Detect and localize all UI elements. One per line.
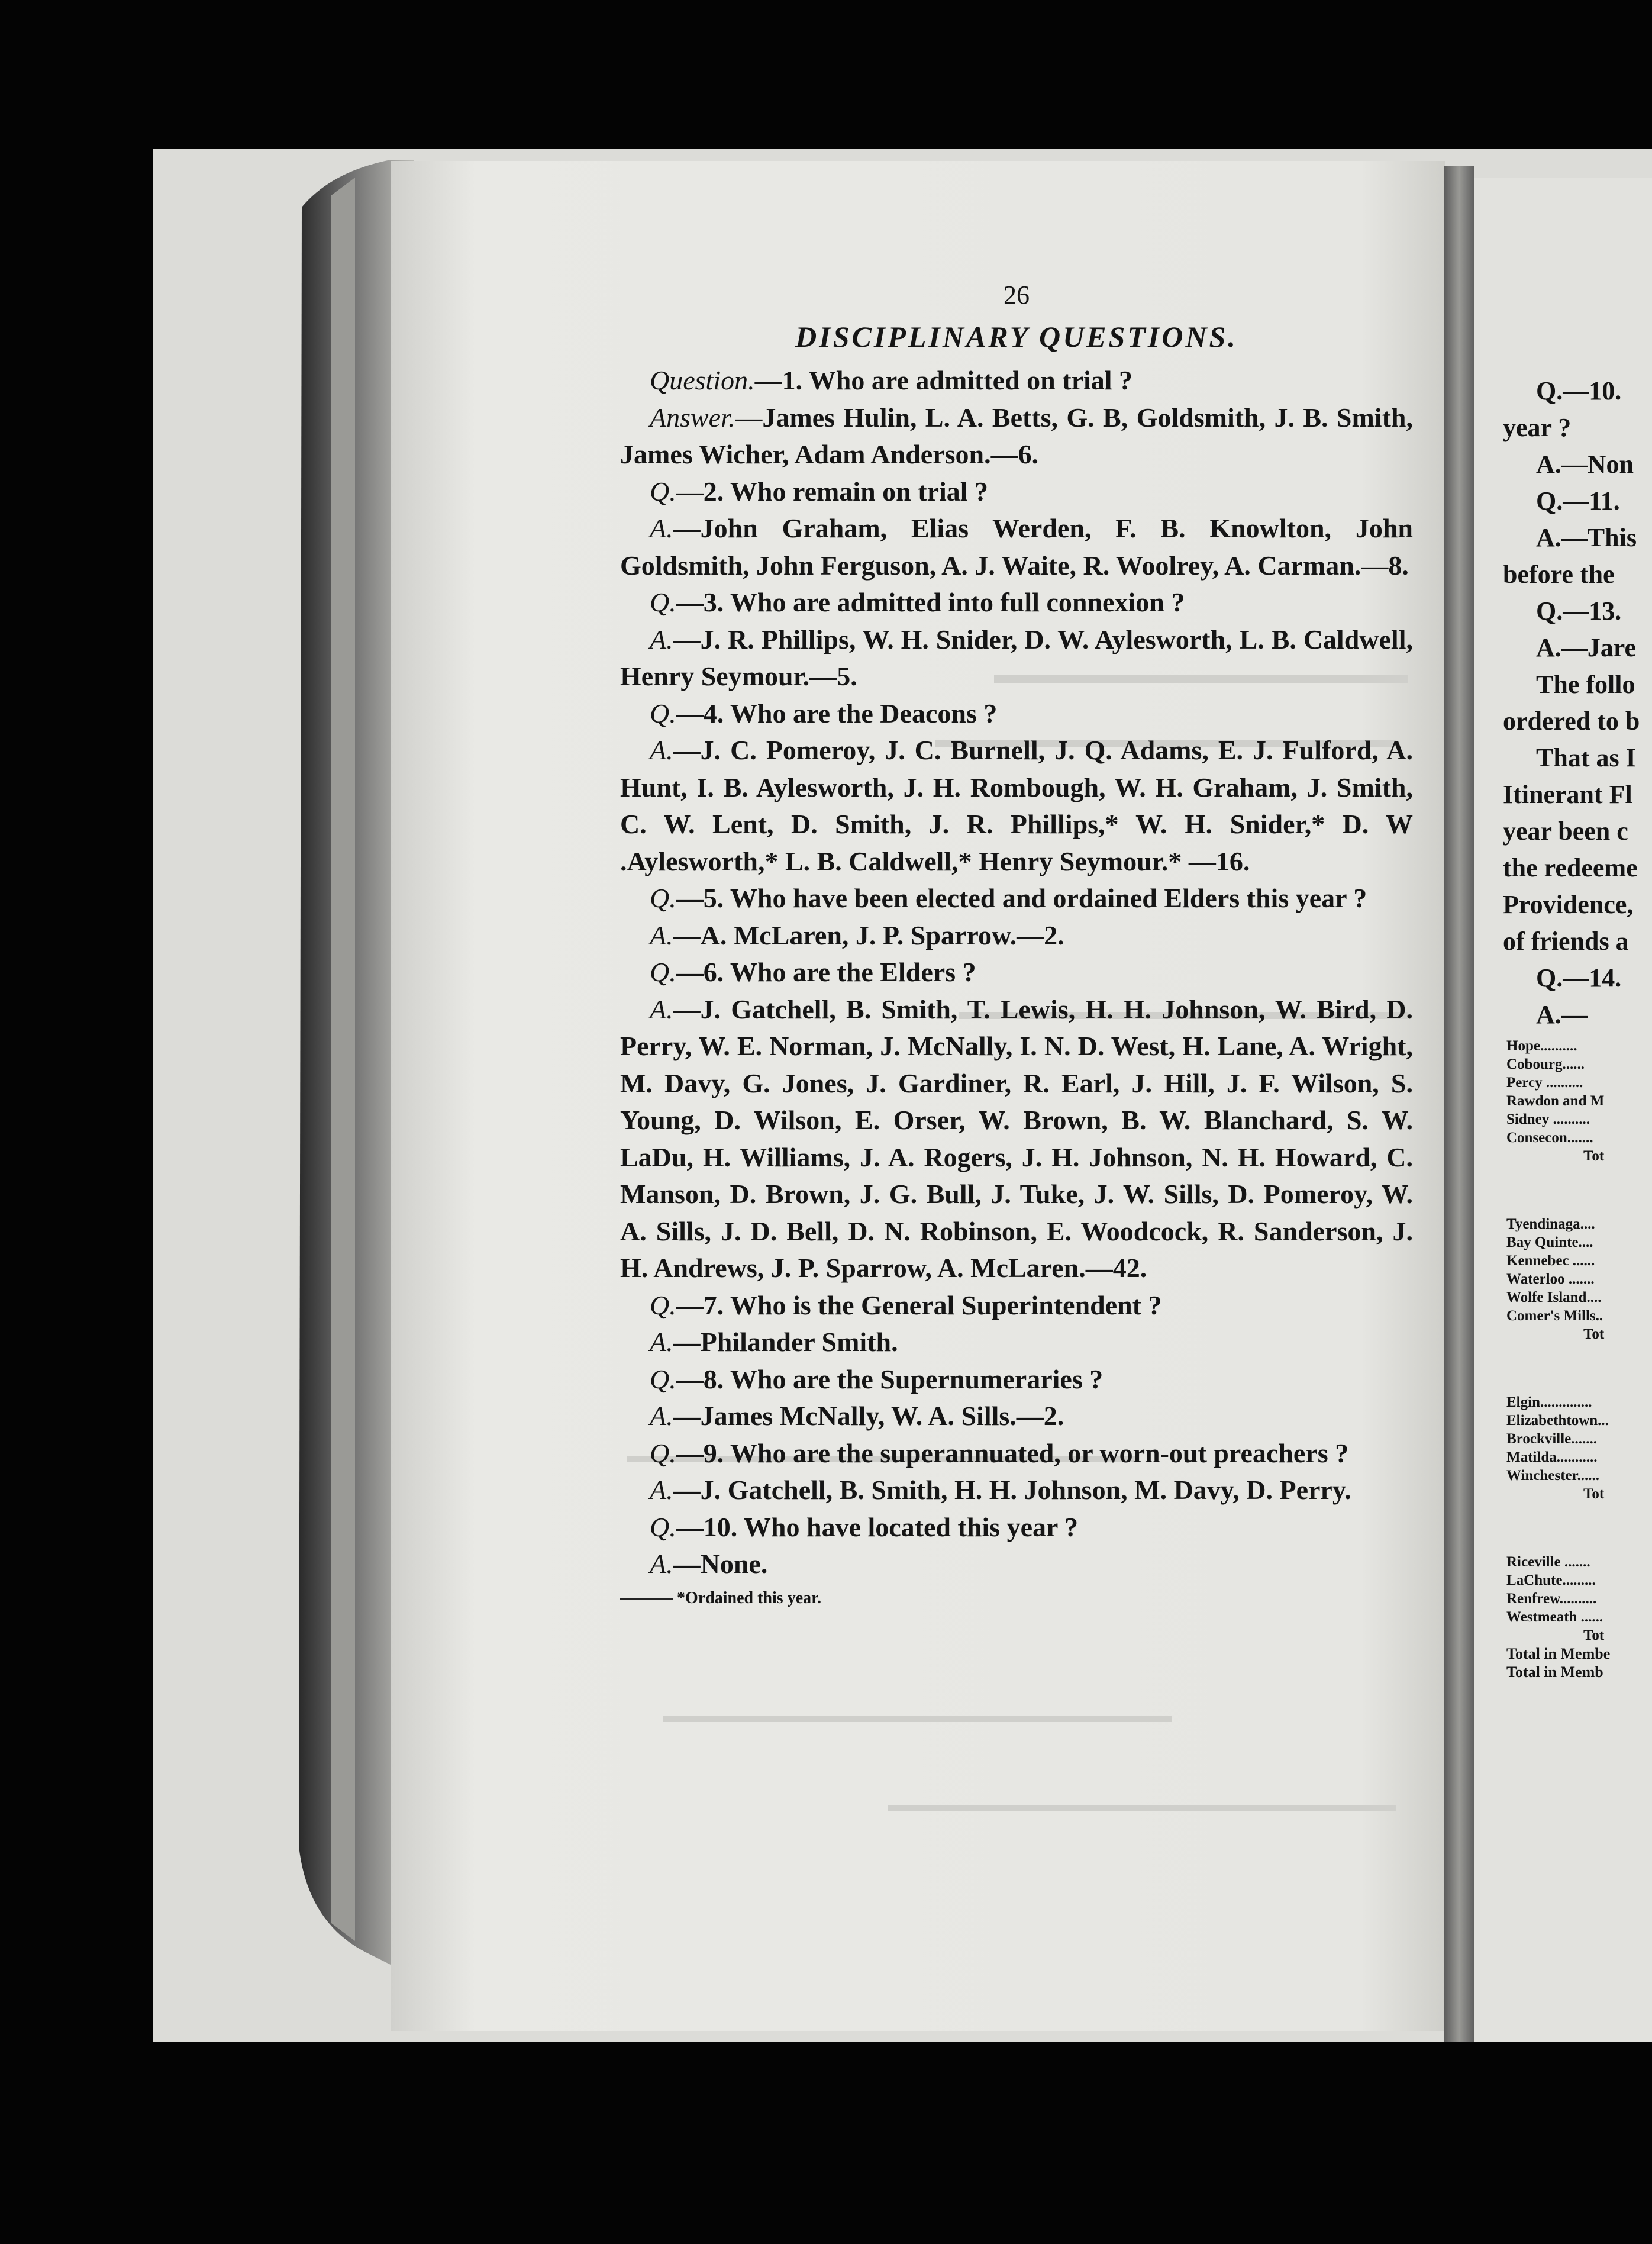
table-row: Comer's Mills..	[1506, 1308, 1603, 1324]
lead: Q.	[650, 476, 676, 507]
question-10	[620, 1509, 1413, 1546]
right-line: Providence,	[1503, 890, 1634, 919]
question-5	[620, 880, 1413, 917]
lead: A.	[650, 1327, 673, 1357]
table-row: Elgin..............	[1506, 1394, 1592, 1410]
right-line: Q.—11.	[1536, 486, 1620, 515]
gutter	[1444, 166, 1474, 2042]
lead: A.	[650, 735, 673, 765]
table-row: Wolfe Island....	[1506, 1289, 1602, 1305]
text: —2. Who remain on trial ?	[676, 476, 989, 507]
lead: Q.	[650, 1363, 676, 1394]
table-gap	[1506, 1343, 1652, 1393]
question-9	[620, 1435, 1413, 1472]
table-row: Westmeath ......	[1506, 1609, 1603, 1625]
footnote-rule	[620, 1598, 673, 1600]
lead: Answer.	[650, 402, 735, 433]
text: —J. C. Pomeroy, J. C. Burnell, J. Q. Adams, E. J. Fulford, A. Hunt, I. B. Aylesworth, J. H. Rombough, W. H. Graham, J. Smith, C. W. Lent, D. Smith, J. R. Phillips,* W. H. Snider,* D. W .Aylesworth,* L. B. Caldwell,* Henry Seymour.* —16.	[620, 735, 1413, 876]
text: —1. Who are admitted on trial ?	[754, 365, 1133, 395]
text: —5. Who have been elected and ordained Elders this year ?	[676, 883, 1367, 913]
lead: Q.	[650, 1289, 676, 1320]
table-row-total: Tot	[1583, 1148, 1605, 1164]
right-line: year been c	[1503, 817, 1628, 846]
answer-8	[620, 1398, 1413, 1435]
table-row: Riceville .......	[1506, 1554, 1590, 1570]
table-gap	[1506, 1165, 1652, 1215]
lead: Q.	[650, 883, 676, 913]
right-line: year ?	[1503, 413, 1572, 442]
table-row: LaChute.........	[1506, 1572, 1596, 1588]
right-line: ordered to b	[1503, 707, 1640, 736]
lead: Q.	[650, 1511, 676, 1542]
answer-4	[620, 732, 1413, 880]
footnote-text: *Ordained this year.	[677, 1588, 821, 1607]
table-row: Sidney ..........	[1506, 1111, 1590, 1127]
table-row: Bay Quinte....	[1506, 1234, 1593, 1250]
right-line: before the	[1503, 560, 1615, 589]
table-row: Rawdon and M	[1506, 1093, 1605, 1109]
table-row: Waterloo .......	[1506, 1271, 1595, 1287]
right-line: the redeeme	[1503, 853, 1638, 882]
text: —J. Gatchell, B. Smith, T. Lewis, H. H. Johnson, W. Bird, D. Perry, W. E. Norman, J. McNally, I. N. D. West, H. Lane, A. Wright, M. Davy, G. Jones, J. Gardiner, R. Earl, J. Hill, J. F. Wilson, S. Young, D. Wilson, E. Orser, W. Brown, B. W. Blanchard, S. W. LaDu, H. Williams, J. A. Rogers, J. H. Johnson, N. H. Howard, C. Manson, D. Brown, J. G. Bull, J. Tuke, J. W. Sills, D. Pomeroy, W. A. Sills, J. D. Bell, D. N. Robinson, E. Woodcock, R. Sanderson, J. H. Andrews, J. P. Sparrow, A. McLaren.—42.	[620, 994, 1413, 1283]
table-row: Matilda...........	[1506, 1449, 1598, 1465]
question-7	[620, 1287, 1413, 1324]
answer-5	[620, 917, 1413, 955]
right-line: Itinerant Fl	[1503, 780, 1632, 809]
lead: Q.	[650, 698, 676, 728]
lead: Q.	[650, 957, 676, 987]
right-line: A.—Jare	[1536, 633, 1637, 662]
text: —None.	[673, 1549, 768, 1579]
answer-1	[620, 399, 1413, 473]
lead: A.	[650, 920, 673, 950]
answer-7	[620, 1324, 1413, 1361]
text: —Philander Smith.	[673, 1327, 898, 1357]
text: —9. Who are the superannuated, or worn-out preachers ?	[676, 1437, 1349, 1468]
text: —A. McLaren, J. P. Sparrow.—2.	[673, 920, 1064, 950]
page-title: DISCIPLINARY QUESTIONS.	[795, 320, 1238, 353]
question-8	[620, 1361, 1413, 1398]
lead: A.	[650, 624, 673, 654]
question-1	[620, 362, 1413, 399]
table-row-grand-total: Total in Memb	[1506, 1663, 1603, 1681]
lead: A.	[650, 513, 673, 543]
lead: Question.	[650, 365, 755, 395]
right-line: A.—Non	[1536, 450, 1634, 479]
answer-2	[620, 510, 1413, 584]
table-row: Hope..........	[1506, 1038, 1577, 1054]
right-line: The follo	[1536, 670, 1635, 699]
table-row-total: Tot	[1583, 1486, 1605, 1502]
right-line: Q.—13.	[1536, 597, 1622, 626]
text: —4. Who are the Deacons ?	[676, 698, 998, 728]
text: —John Graham, Elias Werden, F. B. Knowlton, John Goldsmith, John Ferguson, A. J. Waite, R. Woolrey, A. Carman.—8.	[620, 513, 1413, 581]
text: —8. Who are the Supernumeraries ?	[676, 1363, 1104, 1394]
question-6	[620, 954, 1413, 991]
lead: A.	[650, 1475, 673, 1505]
circuit-table	[1506, 1037, 1652, 1853]
text: —James Hulin, L. A. Betts, G. B, Goldsmith, J. B. Smith, James Wicher, Adam Anderson.—6.	[620, 402, 1413, 469]
lead: Q.	[650, 1437, 676, 1468]
table-row-total: Tot	[1583, 1627, 1605, 1643]
answer-9	[620, 1472, 1413, 1509]
lead: Q.	[650, 587, 676, 617]
page-number: 26	[1004, 280, 1030, 309]
text: —6. Who are the Elders ?	[676, 957, 976, 987]
question-2	[620, 473, 1413, 511]
question-3	[620, 584, 1413, 621]
text: —J. R. Phillips, W. H. Snider, D. W. Aylesworth, L. B. Caldwell, Henry Seymour.—5.	[620, 624, 1413, 691]
question-4	[620, 695, 1413, 733]
table-row: Percy ..........	[1506, 1075, 1583, 1091]
text: —10. Who have located this year ?	[676, 1511, 1079, 1542]
text: —7. Who is the General Superintendent ?	[676, 1289, 1162, 1320]
text: —J. Gatchell, B. Smith, H. H. Johnson, M. Davy, D. Perry.	[673, 1475, 1351, 1505]
table-row-total: Tot	[1583, 1326, 1605, 1342]
right-line: A.—This	[1536, 523, 1637, 552]
right-line: That as I	[1536, 743, 1636, 772]
right-line: of friends a	[1503, 927, 1629, 956]
lead: A.	[650, 994, 673, 1024]
table-row: Renfrew..........	[1506, 1591, 1597, 1607]
answer-3	[620, 621, 1413, 695]
answer-10	[620, 1546, 1413, 1583]
table-row: Winchester......	[1506, 1468, 1599, 1484]
footnote	[620, 1587, 1413, 1610]
text: —3. Who are admitted into full connexion ?	[676, 587, 1185, 617]
right-line: Q.—14.	[1536, 963, 1622, 992]
lead: A.	[650, 1549, 673, 1579]
table-row: Cobourg......	[1506, 1056, 1585, 1072]
text: —James McNally, W. A. Sills.—2.	[673, 1401, 1064, 1431]
table-row: Brockville.......	[1506, 1431, 1598, 1447]
lead: A.	[650, 1401, 673, 1431]
table-row-grand-total: Total in Membe	[1506, 1645, 1611, 1662]
page-edge-band	[331, 178, 355, 1941]
table-row: Consecon.......	[1506, 1130, 1593, 1146]
answer-6	[620, 991, 1413, 1287]
right-line: A.—	[1536, 1000, 1588, 1029]
table-gap	[1506, 1503, 1652, 1553]
right-line: Q.—10.	[1536, 376, 1622, 405]
page-content	[620, 278, 1413, 1610]
table-row: Kennebec ......	[1506, 1253, 1595, 1269]
table-row: Tyendinaga....	[1506, 1216, 1595, 1232]
table-row: Elizabethtown...	[1506, 1413, 1609, 1429]
